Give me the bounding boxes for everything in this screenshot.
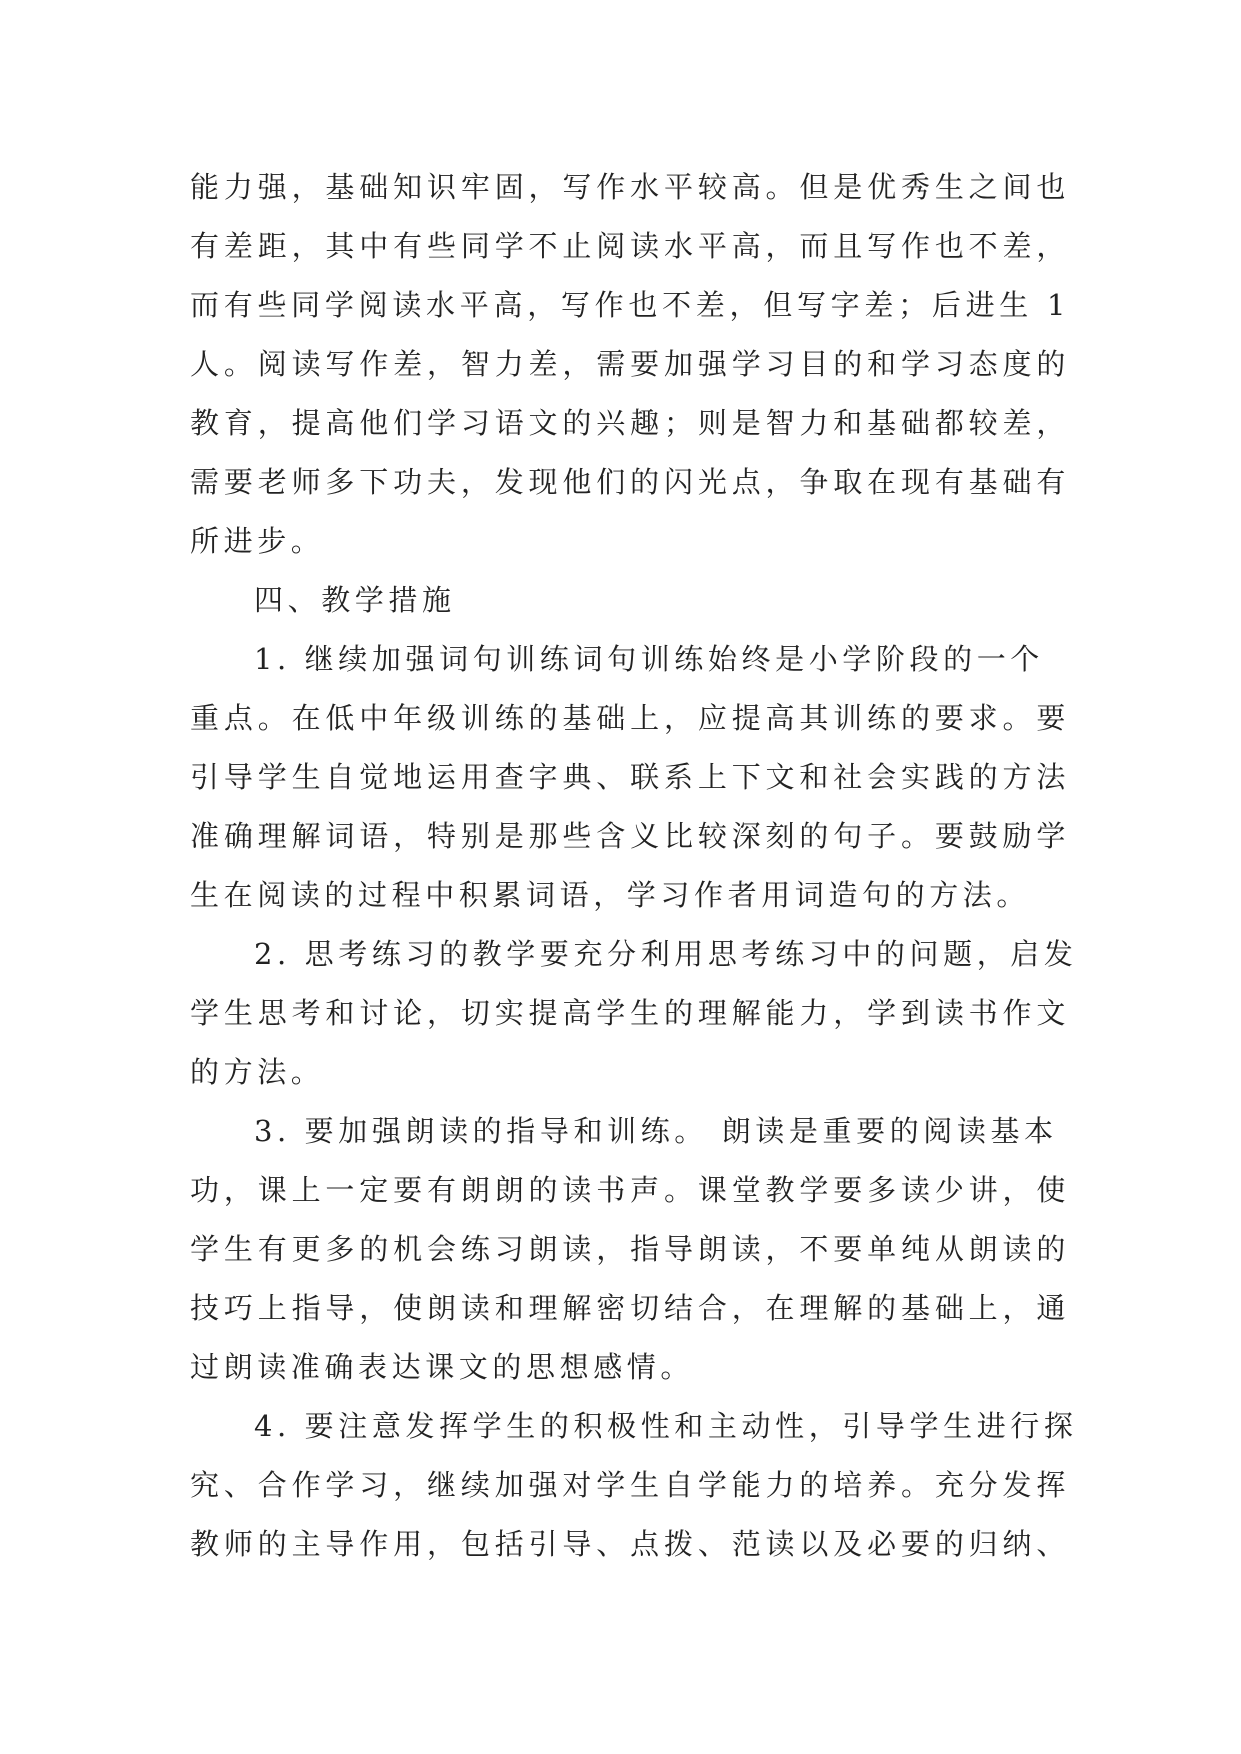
paragraph-line: 的方法。	[190, 1055, 325, 1089]
paragraph-line: 生在阅读的过程中积累词语，学习作者用词造句的方法。	[190, 878, 1031, 912]
paragraph-line: 而有些同学阅读水平高，写作也不差，但写字差；后进生 1	[190, 288, 1070, 322]
paragraph-line: 有差距，其中有些同学不止阅读水平高，而且写作也不差，	[190, 229, 1070, 263]
paragraph-line: 能力强，基础知识牢固，写作水平较高。但是优秀生之间也	[190, 170, 1070, 204]
list-item-1-first-line: 1. 继续加强词句训练词句训练始终是小学阶段的一个	[254, 642, 1044, 676]
list-item-3-first-line: 3. 要加强朗读的指导和训练。 朗读是重要的阅读基本	[254, 1114, 1058, 1148]
paragraph-line: 过朗读准确表达课文的思想感情。	[190, 1350, 695, 1384]
paragraph-line: 所进步。	[190, 524, 325, 558]
paragraph-line: 引导学生自觉地运用查字典、联系上下文和社会实践的方法	[190, 760, 1070, 794]
paragraph-line: 学生有更多的机会练习朗读，指导朗读，不要单纯从朗读的	[190, 1232, 1070, 1266]
document-body	[190, 158, 1078, 1574]
list-item-2-first-line: 2. 思考练习的教学要充分利用思考练习中的问题，启发	[254, 937, 1078, 971]
paragraph-line: 教师的主导作用，包括引导、点拨、范读以及必要的归纳、	[190, 1527, 1070, 1561]
paragraph-line: 人。阅读写作差，智力差，需要加强学习目的和学习态度的	[190, 347, 1070, 381]
paragraph-line: 准确理解词语，特别是那些含义比较深刻的句子。要鼓励学	[190, 819, 1070, 853]
paragraph-line: 技巧上指导，使朗读和理解密切结合，在理解的基础上，通	[190, 1291, 1070, 1325]
paragraph-line: 教育，提高他们学习语文的兴趣；则是智力和基础都较差，	[190, 406, 1070, 440]
paragraph-line: 重点。在低中年级训练的基础上，应提高其训练的要求。要	[190, 701, 1070, 735]
paragraph-line: 功，课上一定要有朗朗的读书声。课堂教学要多读少讲，使	[190, 1173, 1070, 1207]
paragraph-line: 学生思考和讨论，切实提高学生的理解能力，学到读书作文	[190, 996, 1070, 1030]
list-item-4-first-line: 4. 要注意发挥学生的积极性和主动性，引导学生进行探	[254, 1409, 1078, 1443]
paragraph-line: 需要老师多下功夫，发现他们的闪光点，争取在现有基础有	[190, 465, 1070, 499]
paragraph-line: 究、合作学习，继续加强对学生自学能力的培养。充分发挥	[190, 1468, 1070, 1502]
section-heading: 四、教学措施	[254, 583, 456, 617]
